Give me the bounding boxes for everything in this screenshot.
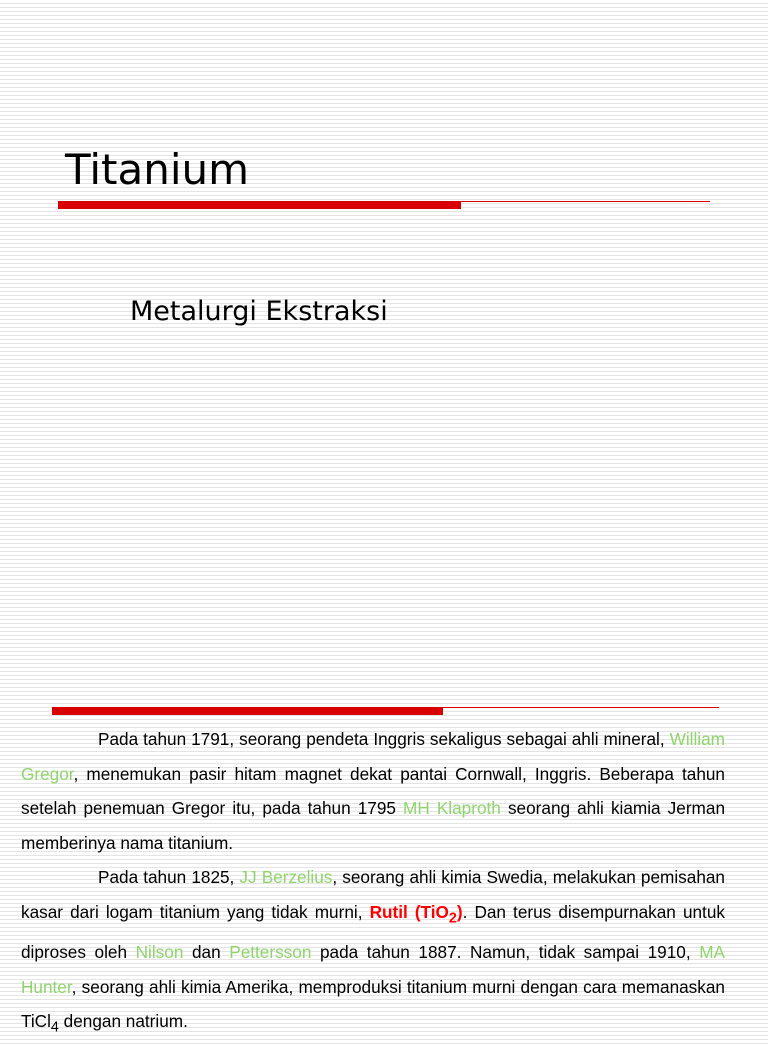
rutil-close: ) bbox=[456, 901, 463, 922]
text-span: Pada tahun 1791, seorang pendeta Inggris sekaligus sebagai ahli mineral, bbox=[98, 729, 670, 749]
text-span: , menemukan pasir hitam magnet dekat pantai Cornwall, Inggris. Beberapa tahun setelah penemuan Gregor itu, pada tahun 1795 bbox=[21, 763, 725, 818]
text-span: seorang ahli kiamia Jerman memberinya nama titanium. bbox=[21, 798, 725, 853]
body-text bbox=[21, 722, 725, 1045]
name-mh-klaproth[interactable]: MH Klaproth bbox=[403, 798, 501, 818]
rutil-subscript: 2 bbox=[448, 909, 457, 926]
name-william-gregor[interactable]: William Gregor bbox=[21, 729, 725, 784]
rutil-formula bbox=[369, 901, 463, 926]
slide-title: Titanium bbox=[65, 145, 250, 194]
text-span: , seorang ahli kimia Swedia, melakukan pemisahan kasar dari logam titanium yang tidak murni, bbox=[21, 867, 725, 922]
name-pettersson[interactable]: Pettersson bbox=[229, 942, 312, 963]
name-nilson[interactable]: Nilson bbox=[135, 942, 184, 963]
title-rule-thick bbox=[58, 201, 461, 209]
text-span: pada tahun 1887. Namun, tidak sampai 1910, bbox=[311, 942, 700, 963]
text-span: . Dan terus disempurnakan untuk diproses oleh bbox=[21, 901, 725, 963]
rutil-label: Rutil (TiO bbox=[369, 901, 449, 922]
text-span: , seorang ahli kimia Amerika, memproduksi titanium murni dengan cara memanaskan TiCl bbox=[21, 976, 725, 1032]
paragraph-2 bbox=[21, 860, 725, 1045]
paragraph-1 bbox=[21, 722, 725, 860]
slide-subtitle: Metalurgi Ekstraksi bbox=[130, 296, 388, 327]
name-jj-berzelius[interactable]: JJ Berzelius bbox=[239, 867, 333, 887]
name-ma-hunter[interactable]: MA Hunter bbox=[21, 942, 725, 997]
section-rule-thick bbox=[52, 707, 443, 715]
text-span: dengan natrium. bbox=[58, 1011, 188, 1032]
ticl4-subscript: 4 bbox=[50, 1019, 59, 1036]
text-span: Pada tahun 1825, bbox=[98, 867, 240, 887]
text-span: dan bbox=[183, 942, 230, 963]
